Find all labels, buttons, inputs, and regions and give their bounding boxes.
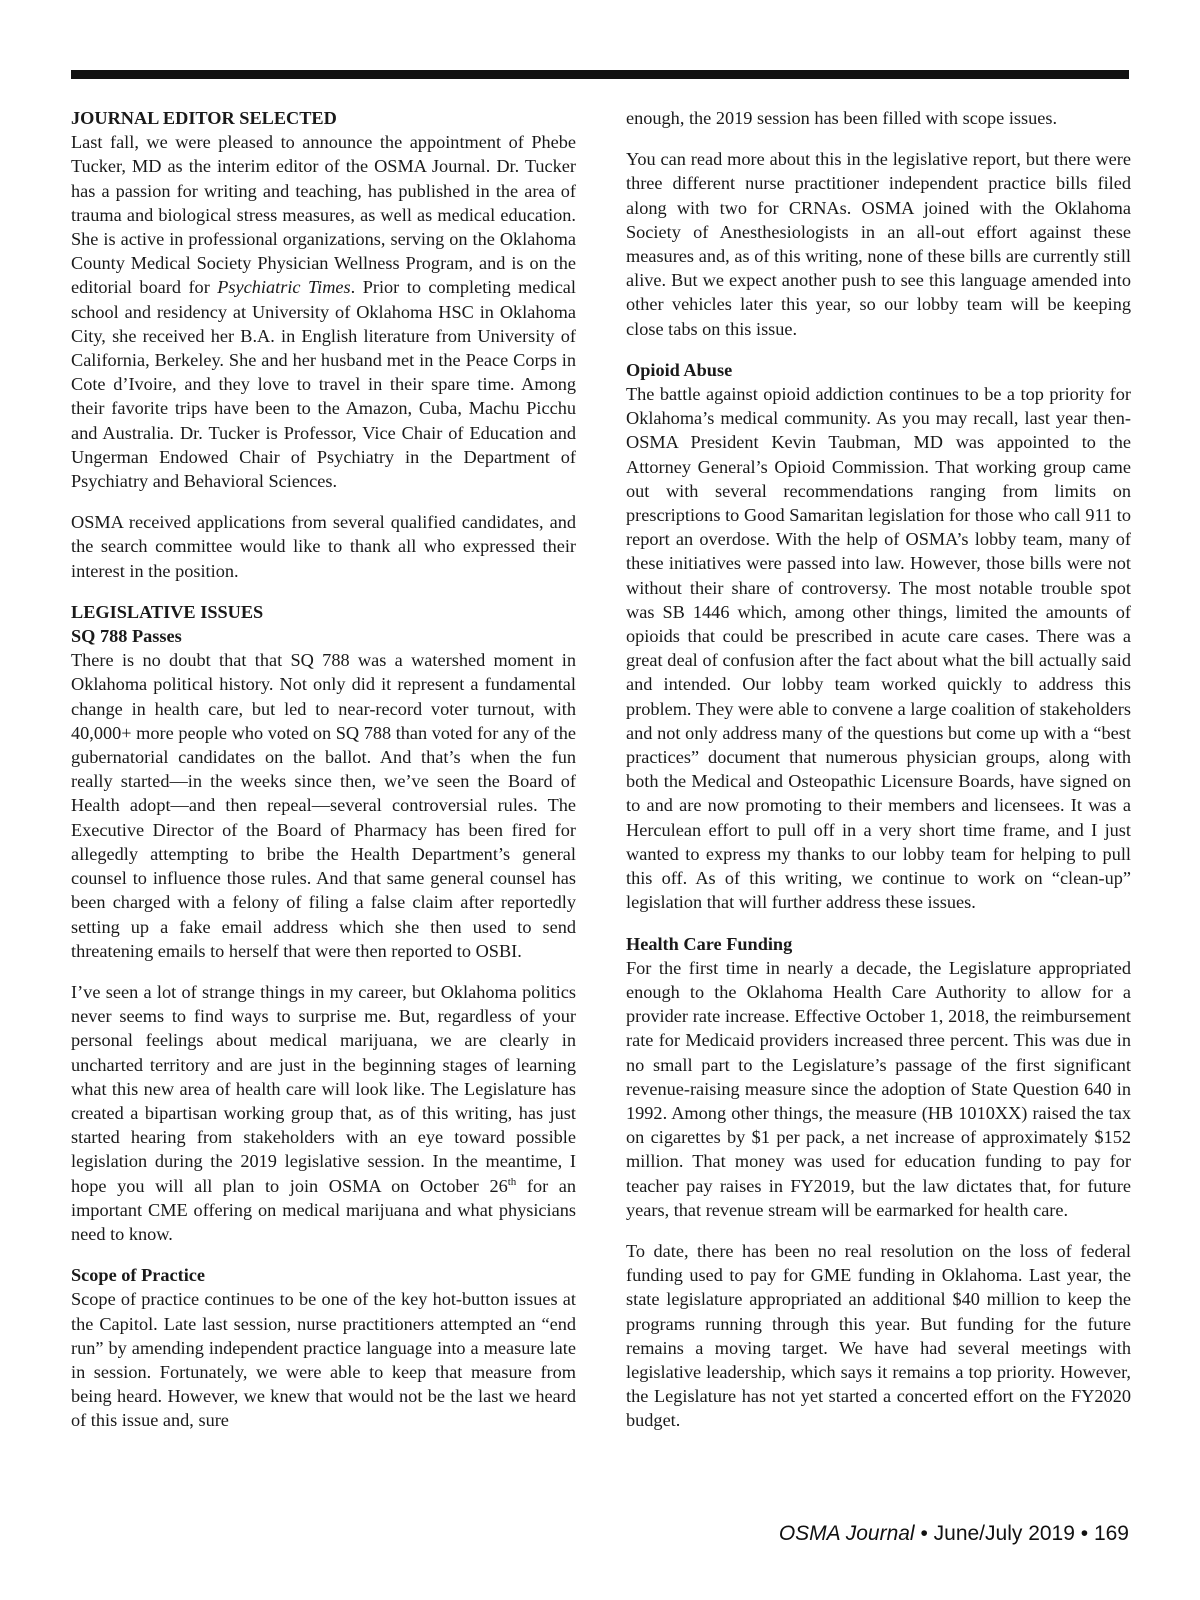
paragraph-marijuana-outlook bbox=[71, 980, 576, 1246]
paragraph-health-care-funding: For the first time in nearly a decade, the Legislature appropriated enough to the Oklahoma Health Care Authority to allow for a provider rate increase. Effective October 1, 2018, the reimbursement rate for Medicaid providers increased three percent. This was due in no small part to the Legislature’s passage of the first significant revenue-raising measure since the adoption of State Question 640 in 1992. Among other things, the measure (HB 1010XX) raised the tax on cigarettes by $1 per pack, a net increase of approximately $152 million. That money was used for education funding to pay for teacher pay raises in FY2019, but the law dictates that, for future years, that revenue stream will be earmarked for health care. bbox=[626, 957, 1131, 1220]
paragraph-opioid-abuse: The battle against opioid addiction continues to be a top priority for Oklahoma’s medical community. As you may recall, last year then-OSMA President Kevin Taubman, MD was appointed to the Attorney General’s Opioid Commission. That working group came out with several recommendations ranging from limits on prescriptions to Good Samaritan legislation for those who call 911 to report an overdose. With the help of OSMA’s lobby team, many of these initiatives were passed into law. However, those bills were not without their share of controversy. The most notable trouble spot was SB 1446 which, among other things, limited the amounts of opioids that could be prescribed in acute care cases. There was a great deal of confusion after the fact about what the bill actually said and intended. Our lobby team worked quickly to address this problem. They were able to convene a large coalition of stakeholders and not only address many of the questions but come up with a “best practices” document that numerous physician groups, along with both the Medical and Osteopathic Licensure Boards, have signed on to and are now promoting to their members and licensees. It was a Herculean effort to pull off in a very short time frame, and I just wanted to express my thanks to our lobby team for helping to pull this off. As of this writing, we continue to work on “clean-up” legislation that will further address these issues. bbox=[626, 384, 1131, 913]
paragraph-scope-legislative-report: You can read more about this in the legislative report, but there were three different nurse practitioner independent practice bills filed along with two for CRNAs. OSMA joined with the Oklahoma Society of Anesthesiologists in an all-out effort against these measures and, as of this writing, none of these bills are currently still alive. But we expect another push to see this language amended into other vehicles later this year, so our lobby team will be keeping close tabs on this issue. bbox=[626, 149, 1131, 339]
paragraph-gme-funding: To date, there has been no real resolution on the loss of federal funding used to pay for GME funding in Oklahoma. Last year, the state legislature appropriated an additional $40 million to keep the programs running through this year. But funding for the future remains a moving target. We have had several meetings with legislative leadership, which says it remains a top priority. However, the Legislature has not yet started a concerted effort on the FY2020 budget. bbox=[626, 1240, 1131, 1431]
section-heading-legislative-issues: LEGISLATIVE ISSUES bbox=[71, 601, 264, 622]
paragraph-sq-788: There is no doubt that that SQ 788 was a watershed moment in Oklahoma political history. Not only did it represent a fundamental change in health care, but led to near-record voter turnout, with 40,000+ more people who voted on SQ 788 than voted for any of the gubernatorial candidates on the ballot. And that’s when the fun really started—in the weeks since then, we’ve seen the Board of Health adopt—and then repeal—several controversial rules. The Executive Director of the Board of Pharmacy has been fired for allegedly attempting to bribe the Health Department’s general counsel to influence those rules. And that same general counsel has been charged with a felony of filing a false claim after reportedly setting up a fake email address which she then used to send threatening emails to herself that were then reported to OSBI. bbox=[71, 650, 576, 961]
subhead-health-care-funding: Health Care Funding bbox=[626, 933, 793, 954]
top-rule bbox=[71, 70, 1129, 79]
footer-separator: • bbox=[914, 1522, 934, 1545]
editor-bio-part-1: Last fall, we were pleased to announce the appointment of Phebe Tucker, MD as the interim editor of the OSMA Journal. Dr. Tucker has a passion for writing and teaching, has published in the area of trauma and biological stress measures, as well as medical education. She is active in professional organizations, serving on the Oklahoma County Medical Society Physician Wellness Program, and is on the editorial board for bbox=[71, 132, 576, 298]
page-footer bbox=[779, 1522, 1129, 1546]
paragraph-editor-bio bbox=[71, 130, 576, 493]
footer-separator: • bbox=[1074, 1522, 1094, 1545]
footer-issue-date: June/July 2019 bbox=[933, 1522, 1075, 1545]
subhead-opioid-abuse: Opioid Abuse bbox=[626, 359, 733, 380]
section-heading-journal-editor: JOURNAL EDITOR SELECTED bbox=[71, 108, 337, 128]
publication-title: Psychiatric Times bbox=[217, 277, 351, 298]
footer-journal-name: OSMA Journal bbox=[778, 1522, 915, 1545]
ordinal-suffix: th bbox=[507, 1175, 517, 1188]
paragraph-editor-applications: OSMA received applications from several qualified candidates, and the search committee would like to thank all who expressed their interest in the position. bbox=[71, 512, 576, 581]
paragraph-scope-continued: enough, the 2019 session has been filled with scope issues. bbox=[626, 108, 1058, 128]
marijuana-part-2: for an important CME offering on medical marijuana and what physicians need to know. bbox=[71, 1175, 577, 1244]
editor-bio-part-2: . Prior to completing medical school and residency at University of Oklahoma HSC in Oklahoma City, she received her B.A. in English literature from University of California, Berkeley. She and her husband met in the Peace Corps in Cote d’Ivoire, and they love to travel in their spare time. Among their favorite trips have been to the Amazon, Cuba, Machu Picchu and Australia. Dr. Tucker is Professor, Vice Chair of Education and Ungerman Endowed Chair of Psychiatry in the Department of Psychiatry and Behavioral Sciences. bbox=[71, 277, 577, 492]
paragraph-scope-of-practice: Scope of practice continues to be one of the key hot-button issues at the Capitol. Late last session, nurse practitioners attempted an “end run” by amending independent practice language into a measure late in session. Fortunately, we were able to keep that measure from being heard. However, we knew that would not be the last we heard of this issue and, sure bbox=[71, 1289, 576, 1431]
right-column bbox=[626, 106, 1131, 1433]
left-column bbox=[71, 106, 576, 1433]
page-number: 169 bbox=[1093, 1522, 1129, 1545]
subhead-sq-788: SQ 788 Passes bbox=[71, 626, 182, 647]
marijuana-part-1: I’ve seen a lot of strange things in my career, but Oklahoma politics never seems to find ways to surprise me. But, regardless of your personal feelings about medical marijuana, we are clearly in uncharted territory and are just in the beginning stages of learning what this new area of health care will look like. The Legislature has created a bipartisan working group that, as of this writing, has just started hearing from stakeholders with an eye toward possible legislation during the 2019 legislative session. In the meantime, I hope you will all plan to join OSMA on October 26 bbox=[71, 981, 576, 1196]
subhead-scope-of-practice: Scope of Practice bbox=[71, 1265, 206, 1286]
